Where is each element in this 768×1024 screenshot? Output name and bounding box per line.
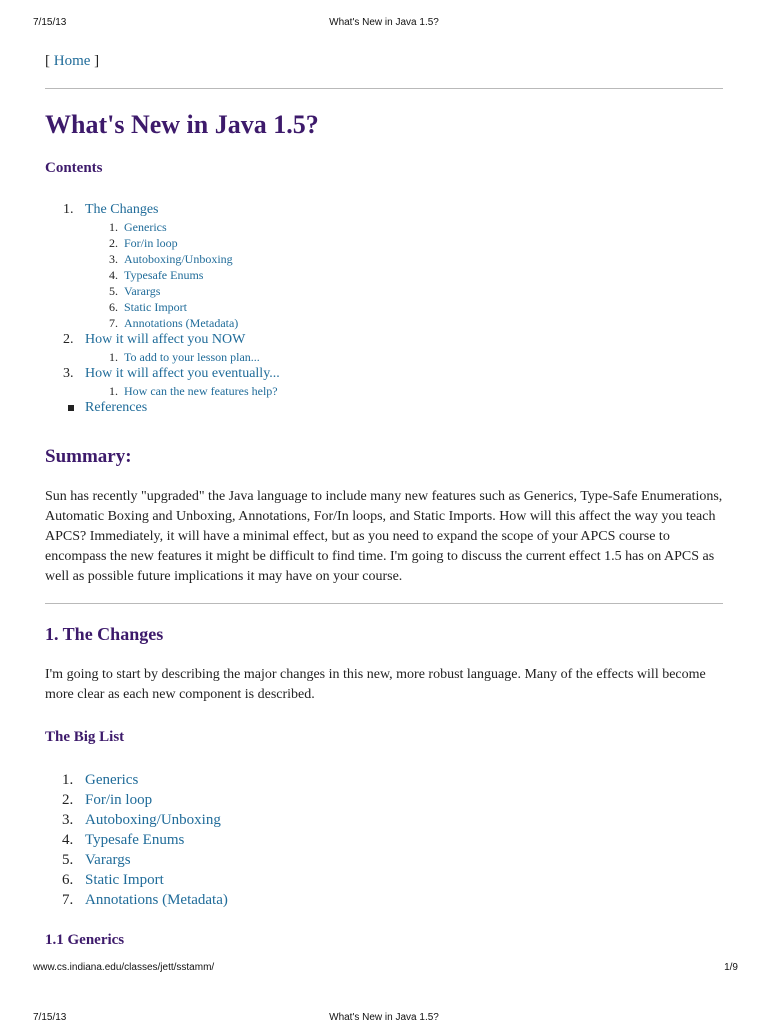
big-list-link-varargs[interactable]: Varargs <box>85 852 131 868</box>
home-nav <box>45 53 99 70</box>
print-footer <box>0 962 768 976</box>
summary-paragraph: Sun has recently "upgraded" the Java language to include many new features such as Generics, Type-Safe Enumerations, Automatic Boxing and Unboxing, Annotations, For/In loops, and Static Imports. How will this affect the way you teach APCS? Immediately, it will have a minimal effect, but as you need to expand the scope of your APCS course to encompass the new features it might be difficult to find time. I'm going to discuss the current effect 1.5 has on APCS as well as possible future implications it may have on your course. <box>45 489 723 584</box>
page-title: What's New in Java 1.5? <box>45 110 319 139</box>
toc-link-varargs[interactable]: Varargs <box>124 284 161 298</box>
toc-number: 1. <box>63 202 74 217</box>
toc-number: 1. <box>109 350 118 364</box>
changes-heading: 1. The Changes <box>45 624 164 644</box>
toc-link-for-in-loop[interactable]: For/in loop <box>124 236 178 250</box>
print-page-number: 1/9 <box>724 962 738 973</box>
print-url: www.cs.indiana.edu/classes/jett/sstamm/ <box>33 962 215 973</box>
print-date: 7/15/13 <box>33 17 67 28</box>
big-list-link-typesafe-enums[interactable]: Typesafe Enums <box>85 832 185 848</box>
big-list-heading: The Big List <box>45 729 125 745</box>
changes-paragraph: I'm going to start by describing the major changes in this new, more robust language. Many of the effects will become more clear as each new component is described. <box>45 667 706 702</box>
toc-sublist <box>45 383 280 399</box>
toc-link-annotations[interactable]: Annotations (Metadata) <box>124 316 239 330</box>
toc-subitem <box>45 349 280 365</box>
list-number: 2. <box>62 792 74 808</box>
next-page-date: 7/15/13 <box>33 1012 67 1023</box>
toc-link-autoboxing[interactable]: Autoboxing/Unboxing <box>124 252 233 266</box>
toc-number: 1. <box>109 384 118 398</box>
divider-middle <box>45 603 723 604</box>
print-header <box>0 17 768 31</box>
home-link[interactable]: Home <box>53 53 91 69</box>
toc-subitem <box>45 251 280 267</box>
toc-sublist <box>45 349 280 365</box>
toc-number: 2. <box>63 332 74 347</box>
toc-item-the-changes <box>45 201 280 219</box>
toc-number: 3. <box>63 366 74 381</box>
big-list-item <box>45 870 228 890</box>
print-title: What's New in Java 1.5? <box>329 17 439 28</box>
divider-top <box>45 88 723 89</box>
contents-heading: Contents <box>45 160 103 176</box>
toc-item-affect-now <box>45 331 280 349</box>
list-number: 1. <box>62 772 74 788</box>
toc-subitem <box>45 315 280 331</box>
big-list-link-generics[interactable]: Generics <box>85 772 139 788</box>
toc-link-references[interactable]: References <box>85 400 148 415</box>
list-number: 3. <box>62 812 74 828</box>
toc-number: 5. <box>109 284 118 298</box>
toc-subitem <box>45 219 280 235</box>
big-list-link-static-import[interactable]: Static Import <box>85 872 164 888</box>
list-number: 4. <box>62 832 74 848</box>
toc-link-static-import[interactable]: Static Import <box>124 300 187 314</box>
list-number: 5. <box>62 852 74 868</box>
big-list-item <box>45 830 228 850</box>
toc-number: 2. <box>109 236 118 250</box>
big-list-item <box>45 790 228 810</box>
list-number: 7. <box>62 892 74 908</box>
next-page-header <box>0 1012 768 1024</box>
toc-subitem <box>45 267 280 283</box>
bullet-square-icon <box>68 405 74 411</box>
toc-link-features-help[interactable]: How can the new features help? <box>124 384 278 398</box>
toc-subitem <box>45 383 280 399</box>
list-number: 6. <box>62 872 74 888</box>
summary-heading: Summary: <box>45 446 132 467</box>
toc-link-lesson-plan[interactable]: To add to your lesson plan... <box>124 350 260 364</box>
next-page-title: What's New in Java 1.5? <box>329 1012 439 1023</box>
toc-number: 3. <box>109 252 118 266</box>
toc-number: 6. <box>109 300 118 314</box>
toc-sublist <box>45 219 280 331</box>
toc-link-the-changes[interactable]: The Changes <box>85 202 159 217</box>
toc-item-references <box>45 399 280 417</box>
toc-link-affect-eventually[interactable]: How it will affect you eventually... <box>85 366 280 381</box>
big-list-item <box>45 770 228 790</box>
toc-number: 7. <box>109 316 118 330</box>
big-list-link-for-in-loop[interactable]: For/in loop <box>85 792 153 808</box>
toc-link-typesafe-enums[interactable]: Typesafe Enums <box>124 268 204 282</box>
toc-number: 4. <box>109 268 118 282</box>
toc-subitem <box>45 235 280 251</box>
toc-item-affect-eventually <box>45 365 280 383</box>
toc-subitem <box>45 283 280 299</box>
big-list-item <box>45 850 228 870</box>
generics-heading: 1.1 Generics <box>45 932 125 948</box>
big-list-link-annotations[interactable]: Annotations (Metadata) <box>85 892 228 908</box>
big-list-item <box>45 890 228 910</box>
toc-link-generics[interactable]: Generics <box>124 220 167 234</box>
open-bracket: [ <box>45 53 50 69</box>
big-list <box>45 770 228 910</box>
toc-number: 1. <box>109 220 118 234</box>
toc-link-affect-now[interactable]: How it will affect you NOW <box>85 332 246 347</box>
close-bracket: ] <box>94 53 100 69</box>
big-list-link-autoboxing[interactable]: Autoboxing/Unboxing <box>85 812 221 828</box>
big-list-item <box>45 810 228 830</box>
toc-subitem <box>45 299 280 315</box>
table-of-contents <box>45 201 280 417</box>
